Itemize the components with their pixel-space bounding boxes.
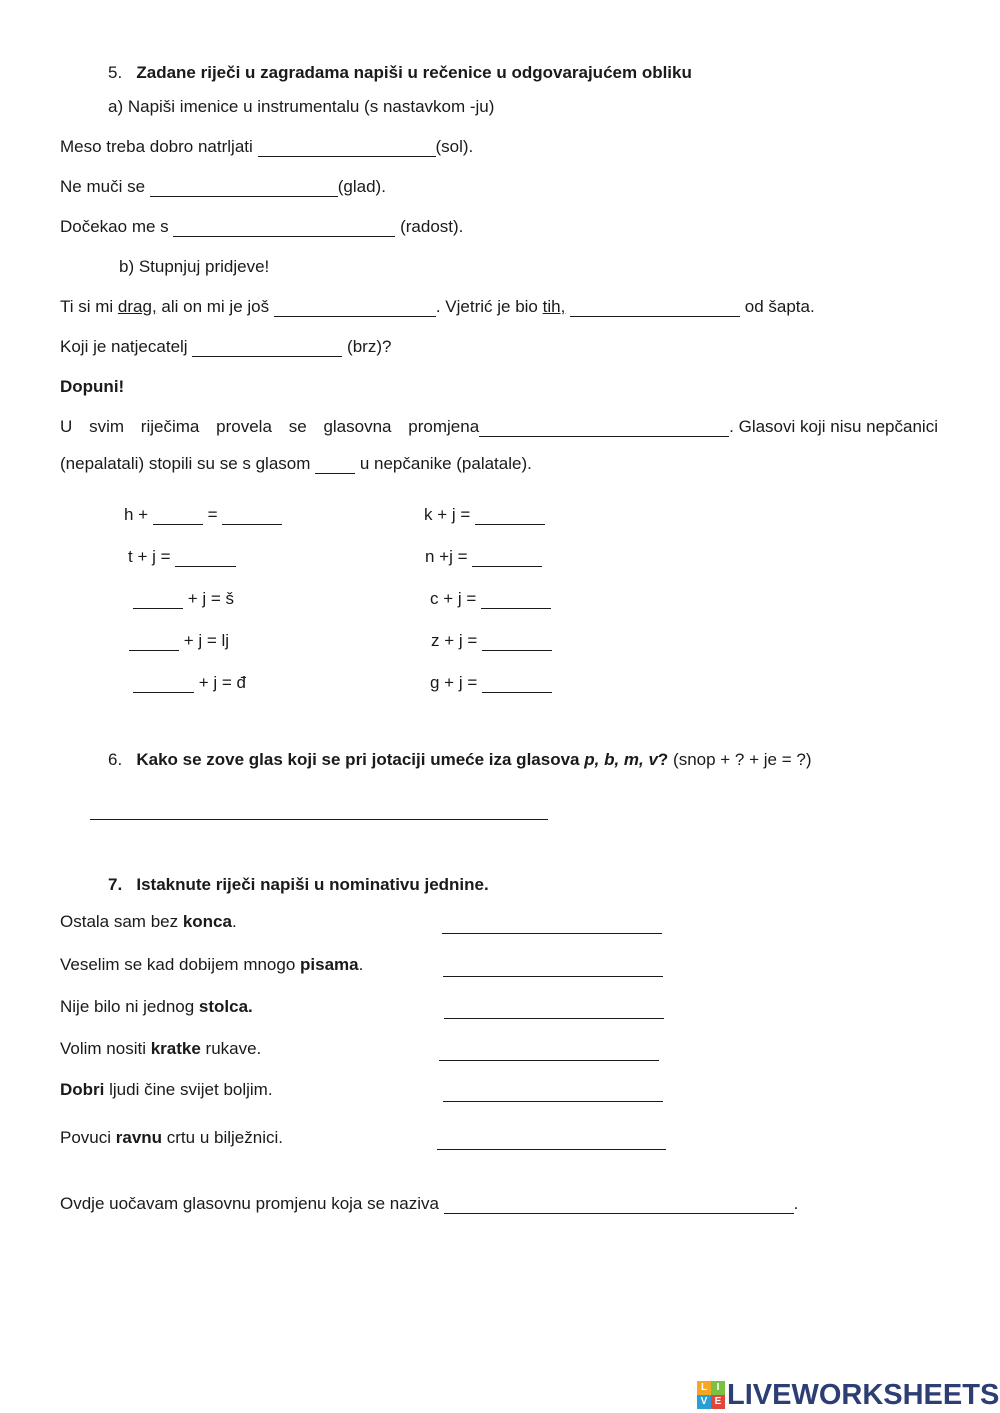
answer-pisama-input[interactable] — [443, 958, 663, 977]
answer-promjena-input[interactable] — [479, 418, 729, 437]
task5-part-a: a) Napiši imenice u instrumentalu (s nastavkom -ju) — [108, 97, 495, 116]
logo-mark-l: L — [697, 1381, 711, 1395]
answer-dobri-input[interactable] — [443, 1083, 663, 1102]
task7-row-ravnu: Povuci ravnu crtu u bilježnici. — [60, 1128, 283, 1147]
answer-task6-input[interactable] — [90, 801, 548, 820]
answer-kratke-input[interactable] — [439, 1042, 659, 1061]
equation-g: g + j = — [430, 672, 552, 694]
answer-c-input[interactable] — [481, 590, 551, 609]
task7-row-kratke: Volim nositi kratke rukave. — [60, 1039, 262, 1058]
answer-lj-input[interactable] — [129, 632, 179, 651]
task7-final-sentence: Ovdje uočavam glasovnu promjenu koja se naziva . — [60, 1194, 799, 1213]
task7-answer-line — [437, 1129, 666, 1151]
answer-glad-input[interactable] — [150, 178, 338, 197]
paragraph-line-1: U svim riječima provela se glasovna promjena . Glasovi koji nisu nepčanici — [60, 417, 938, 436]
task7-row-konca: Ostala sam bez konca. — [60, 912, 237, 931]
answer-s-input[interactable] — [133, 590, 183, 609]
answer-h-result-input[interactable] — [222, 506, 282, 525]
logo-mark-e: E — [711, 1395, 725, 1409]
answer-promjena-naziv-input[interactable] — [444, 1195, 794, 1214]
answer-dj-input[interactable] — [133, 674, 194, 693]
task7-row-dobri: Dobri ljudi čine svijet boljim. — [60, 1080, 273, 1099]
task5-part-b: b) Stupnjuj pridjeve! — [119, 257, 270, 276]
answer-t-input[interactable] — [175, 548, 236, 567]
answer-h-input[interactable] — [153, 506, 203, 525]
equation-lj: + j = lj — [129, 630, 229, 652]
answer-sol-input[interactable] — [258, 138, 436, 157]
task5-heading: 5. Zadane riječi u zagradama napiši u rečenice u odgovarajućem obliku — [108, 63, 692, 82]
answer-n-input[interactable] — [472, 548, 542, 567]
liveworksheets-logo-text: LIVEWORKSHEETS — [727, 1378, 1000, 1411]
answer-stolca-input[interactable] — [444, 1000, 664, 1019]
sentence-drag-tih: Ti si mi drag, ali on mi je još . Vjetrić je bio tih, od šapta. — [60, 297, 815, 316]
equation-dj: + j = đ — [133, 672, 246, 694]
equation-c: c + j = — [430, 588, 551, 610]
answer-radost-input[interactable] — [173, 218, 395, 237]
logo-mark-i: I — [711, 1381, 725, 1395]
dopuni-heading: Dopuni! — [60, 377, 125, 396]
equation-k: k + j = — [424, 504, 545, 526]
answer-tih-input[interactable] — [570, 298, 740, 317]
task7-answer-line — [439, 1040, 659, 1062]
task7-row-stolca: Nije bilo ni jednog stolca. — [60, 997, 253, 1016]
sentence-radost: Dočekao me s (radost). — [60, 217, 464, 236]
task7-answer-line — [443, 1081, 663, 1103]
sentence-sol: Meso treba dobro natrljati (sol). — [60, 137, 474, 156]
task7-answer-line — [442, 913, 662, 935]
liveworksheets-logo-icon — [697, 1381, 725, 1409]
task7-heading: 7. Istaknute riječi napiši u nominativu jednine. — [108, 875, 489, 894]
equation-s: + j = š — [133, 588, 234, 610]
answer-k-input[interactable] — [475, 506, 545, 525]
answer-konca-input[interactable] — [442, 915, 662, 934]
answer-ravnu-input[interactable] — [437, 1131, 666, 1150]
task7-answer-line — [444, 998, 664, 1020]
task6-heading: 6. Kako se zove glas koji se pri jotaciji umeće iza glasova p, b, m, v? (snop + ? + je = ?) — [108, 750, 812, 769]
equation-z: z + j = — [431, 630, 552, 652]
answer-drag-input[interactable] — [274, 298, 436, 317]
answer-z-input[interactable] — [482, 632, 552, 651]
task6-answer-line — [90, 799, 548, 821]
logo-mark-v: V — [697, 1395, 711, 1409]
task7-row-pisama: Veselim se kad dobijem mnogo pisama. — [60, 955, 364, 974]
answer-glas-input[interactable] — [315, 455, 355, 474]
equation-n: n +j = — [425, 546, 542, 568]
equation-t: t + j = — [128, 546, 236, 568]
task7-answer-line — [443, 956, 663, 978]
equation-h: h + = — [124, 504, 282, 526]
sentence-brz: Koji je natjecatelj (brz)? — [60, 337, 392, 356]
answer-brz-input[interactable] — [192, 338, 342, 357]
sentence-glad: Ne muči se (glad). — [60, 177, 386, 196]
liveworksheets-logo[interactable] — [697, 1378, 999, 1412]
paragraph-line-2: (nepalatali) stopili su se s glasom u nepčanike (palatale). — [60, 454, 532, 473]
answer-g-input[interactable] — [482, 674, 552, 693]
